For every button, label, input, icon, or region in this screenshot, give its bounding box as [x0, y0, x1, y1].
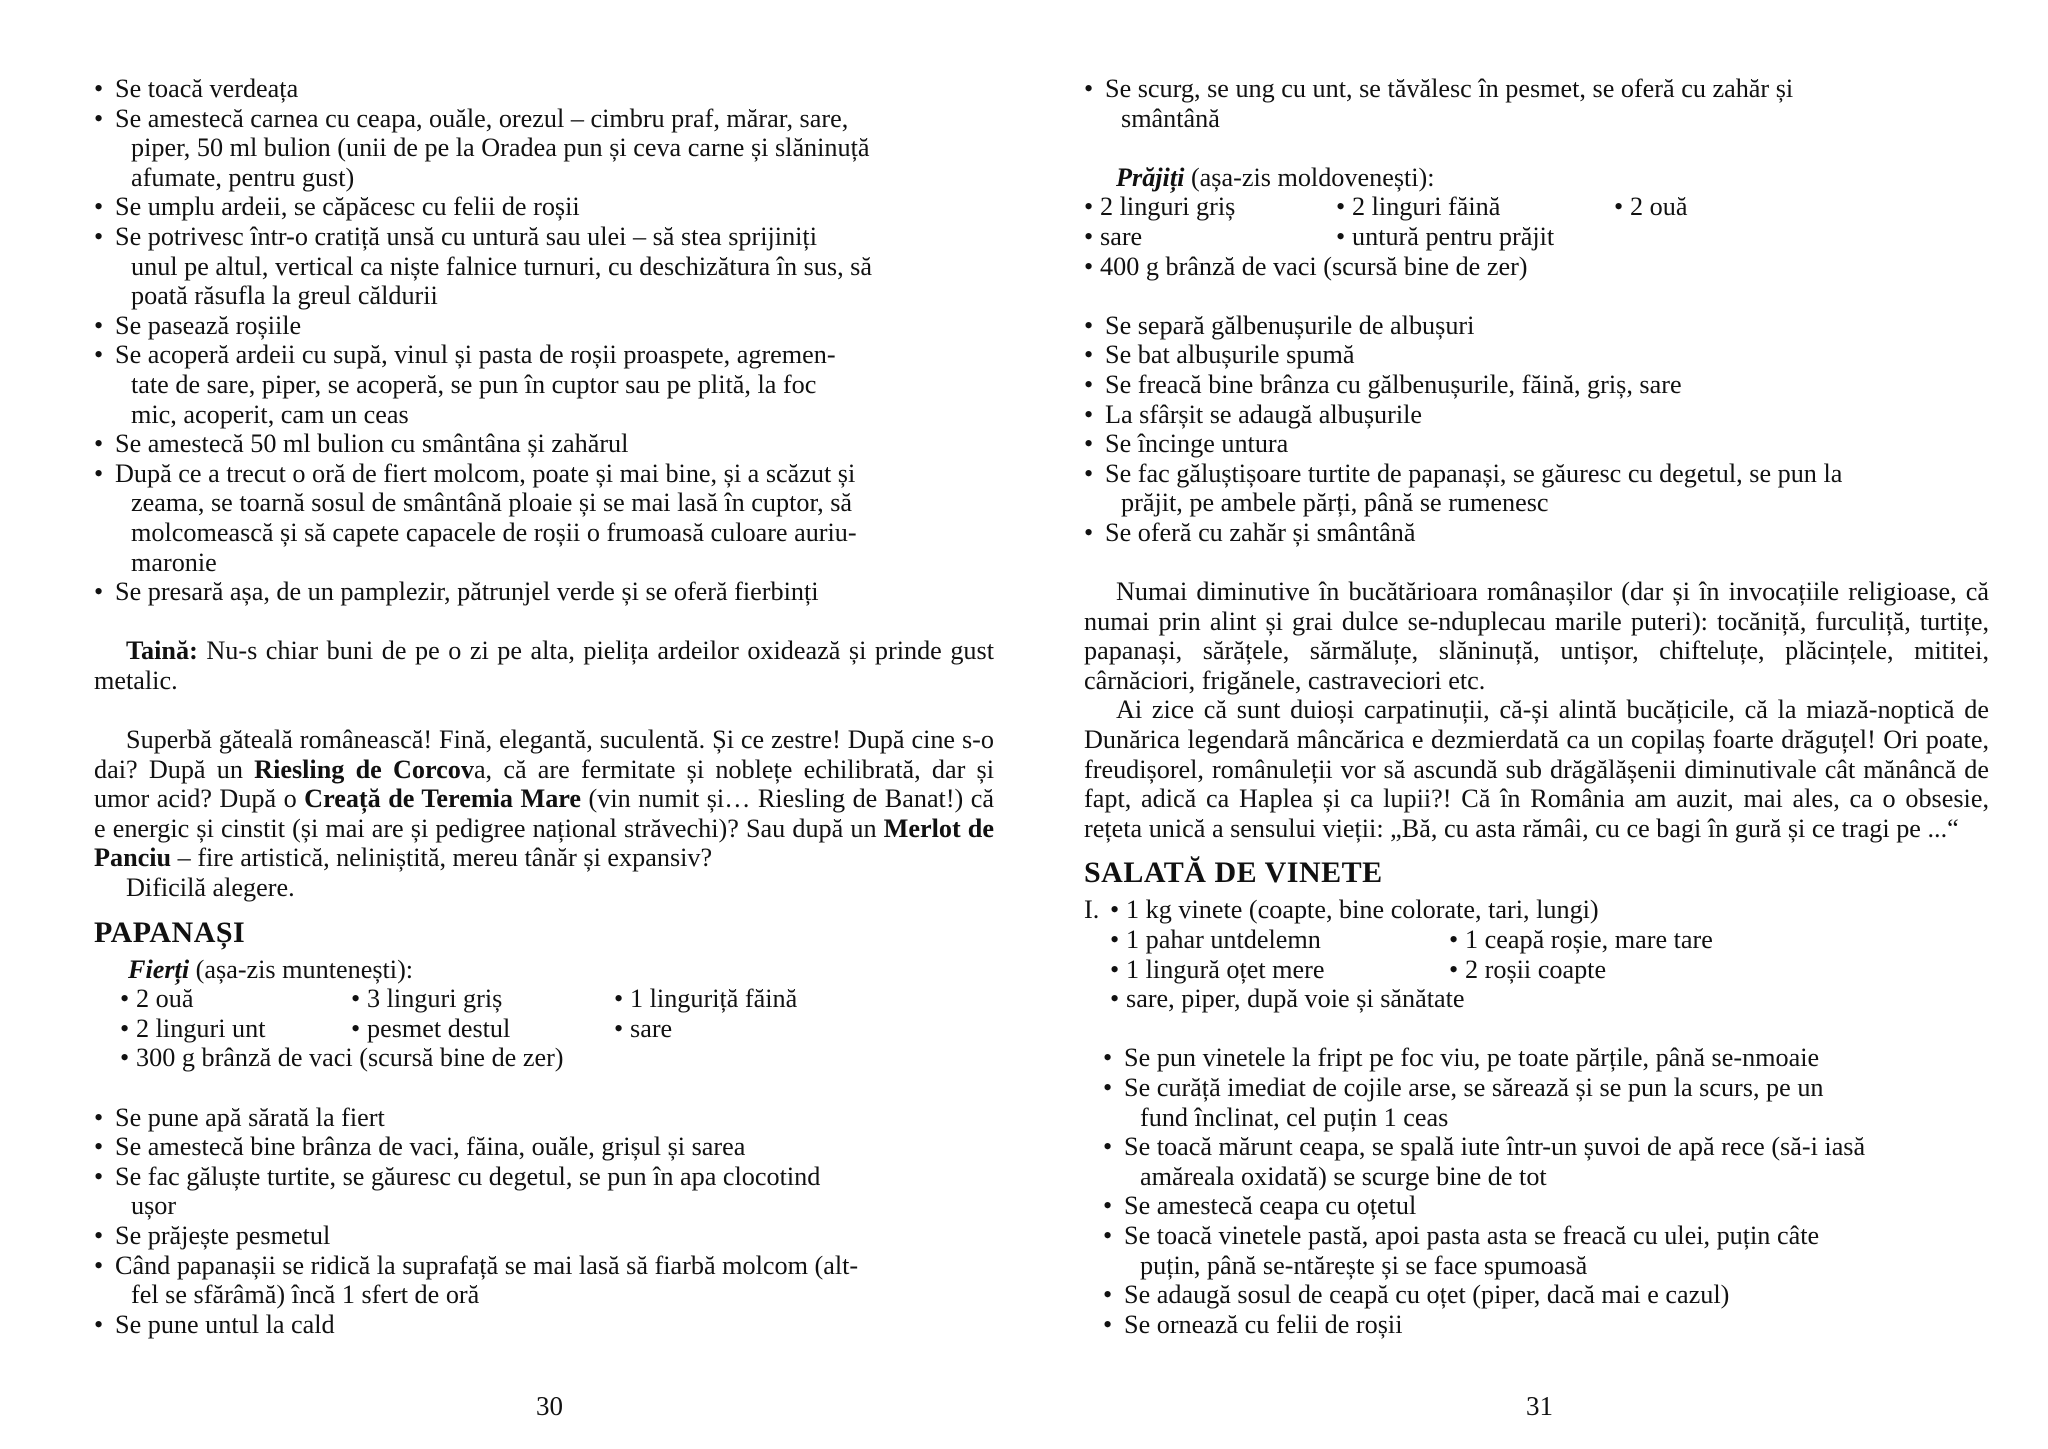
wine-text-1: Superbă găteală românească! Fină, elegantă, suculentă. Și ce zestre! După cine s-o dai? După un — [94, 725, 994, 784]
step-line: • Se toacă vinetele pastă, apoi pasta asta se freacă cu ulei, puțin câte — [1124, 1220, 1820, 1250]
step-bullet — [1084, 1280, 1989, 1310]
wine-text-4: – fire artistică, neliniștită, mereu tânăr și expansiv? — [171, 843, 713, 873]
step-line: • La sfârșit se adaugă albușurile — [1105, 399, 1423, 429]
step-bullet — [94, 1132, 994, 1162]
step-bullet — [1084, 400, 1989, 430]
ingredient: • 300 g brânză de vaci (scursă bine de zer) — [120, 1043, 564, 1073]
ingredient: • 2 linguri griș — [1084, 192, 1336, 222]
prajiti-row-2 — [1084, 222, 1989, 252]
step-line: • Se acoperă ardeii cu supă, vinul și pasta de roșii proaspete, agremen- — [115, 340, 836, 370]
step-line: puțin, până se-ntărește și se face spumoasă — [1140, 1250, 1588, 1280]
step-line: • Se pasează roșiile — [115, 310, 302, 340]
step-line: • Se toacă mărunt ceapa, se spală iute într-un șuvoi de apă rece (să-i iasă — [1124, 1132, 1866, 1162]
step-line: prăjit, pe ambele părți, până se rumenesc — [1121, 488, 1549, 518]
ingredient: • 2 linguri unt — [120, 1014, 351, 1044]
salata-steps — [1084, 1043, 1989, 1339]
step-bullet — [1084, 1191, 1989, 1221]
step-bullet — [94, 1310, 994, 1340]
step-bullet — [1084, 429, 1989, 459]
step-bullet — [94, 429, 994, 459]
step-line: • Se fac găluștișoare turtite de papanași, se găuresc cu degetul, se pun la — [1105, 458, 1843, 488]
step-line: • Când papanașii se ridică la suprafață se mai lasă să fiarbă molcom (alt- — [115, 1250, 859, 1280]
step-bullet — [94, 1103, 994, 1133]
step-bullet — [94, 577, 994, 607]
prajiti-rest: (așa-zis moldovenești): — [1184, 162, 1435, 192]
step-bullet — [94, 340, 994, 429]
step-line: ușor — [131, 1191, 177, 1221]
step-line: • Se încinge untura — [1105, 429, 1289, 459]
salata-ingredient-1 — [1084, 895, 1989, 925]
ingredient: • 1 kg vinete (coapte, bine colorate, tari, lungi) — [1110, 895, 1599, 925]
step-bullet — [1084, 1043, 1989, 1073]
wine-text-3: (vin numit și… Riesling de Banat!) că e energic și cinstit (și mai are și pedigree național străvechi)? Sau după un — [94, 784, 994, 843]
step-line: • Se potrivesc într-o cratiță unsă cu untură sau ulei – să stea sprijiniți — [115, 221, 817, 251]
step-line: • Se pun vinetele la fript pe foc viu, pe toate părțile, până se-nmoaie — [1124, 1043, 1820, 1073]
ingredient: • 2 ouă — [1614, 192, 1687, 222]
step-line: fund înclinat, cel puțin 1 ceas — [1140, 1102, 1449, 1132]
ingredient: • 1 pahar untdelemn — [1110, 925, 1449, 955]
ingredient: • 2 roșii coapte — [1449, 955, 1606, 985]
step-line: • Se bat albușurile spumă — [1105, 340, 1355, 370]
salata-heading: SALATĂ DE VINETE — [1084, 856, 1383, 890]
prajiti-subheading — [1084, 163, 1989, 193]
stuffed-peppers-steps — [94, 74, 994, 607]
ingredient: • pesmet destul — [351, 1014, 614, 1044]
step-line: unul pe altul, vertical ca niște falnice turnuri, cu deschizătura în sus, să — [131, 251, 872, 281]
salata-row-4 — [1084, 984, 1989, 1014]
wine-pairing-paragraph — [94, 725, 994, 873]
step-line: • Se ornează cu felii de roșii — [1124, 1309, 1403, 1339]
step-line: • Se separă gălbenușurile de albușuri — [1105, 310, 1475, 340]
step-line: mic, acoperit, cam un ceas — [131, 399, 409, 429]
step-line: • Se oferă cu zahăr și smântână — [1105, 517, 1416, 547]
step-bullet — [1084, 459, 1989, 518]
ingredient: • 1 ceapă roșie, mare tare — [1449, 925, 1713, 955]
step-line: maronie — [131, 547, 217, 577]
step-line: • Se pune apă sărată la fiert — [115, 1102, 385, 1132]
ingredient: • 3 linguri griș — [351, 984, 614, 1014]
step-line: • Se pune untul la cald — [115, 1309, 335, 1339]
step-bullet — [94, 1162, 994, 1221]
step-line: afumate, pentru gust) — [131, 162, 355, 192]
step-bullet — [1084, 311, 1989, 341]
step-line: • Se umplu ardeii, se căpăcesc cu felii de roșii — [115, 192, 580, 222]
ingredient: • sare — [1084, 222, 1336, 252]
fierti-subheading — [94, 955, 994, 985]
step-line: molcomească și să capete capacele de roșii o frumoasă culoare auriu- — [131, 517, 857, 547]
step-line: smântână — [1121, 103, 1220, 133]
ingredient: • 400 g brânză de vaci (scursă bine de zer) — [1084, 252, 1528, 282]
taina-paragraph — [94, 636, 994, 695]
step-line: • Se scurg, se ung cu unt, se tăvălesc în pesmet, se oferă cu zahăr și — [1105, 74, 1794, 103]
wine-text-2: a, că are fermitate și noblețe echilibrată, dar și umor acid? După o — [94, 754, 994, 814]
ingredient: • 1 lingură oțet mere — [1110, 955, 1449, 985]
step-bullet — [94, 74, 994, 104]
step-line: amăreala oxidată) se scurge bine de tot — [1140, 1161, 1547, 1191]
roman-numeral: I. — [1084, 895, 1100, 925]
papanasi-heading: PAPANAȘI — [94, 915, 246, 949]
step-bullet — [1084, 1221, 1989, 1280]
step-bullet — [94, 1221, 994, 1251]
step-line: • Se amestecă 50 ml bulion cu smântâna și zahărul — [115, 429, 629, 459]
ingredient: • 1 linguriță făină — [614, 984, 797, 1014]
ingredient: • sare, piper, după voie și sănătate — [1110, 984, 1465, 1014]
ingredient: • untură pentru prăjit — [1336, 222, 1554, 252]
step-bullet — [94, 1251, 994, 1310]
step-line: tate de sare, piper, se acoperă, se pun în cuptor sau pe plită, la foc — [131, 369, 817, 399]
step-bullet — [1084, 340, 1989, 370]
taina-label: Taină: — [126, 636, 198, 666]
ingredients-row-3 — [94, 1043, 994, 1073]
step-line: • Se freacă bine brânza cu gălbenușurile, făină, griș, sare — [1105, 369, 1682, 399]
step-bullet — [1084, 370, 1989, 400]
step-bullet — [94, 104, 994, 193]
step-line: piper, 50 ml bulion (unii de pe la Oradea pun și ceva carne și slăninuță — [131, 133, 870, 163]
step-bullet — [1084, 518, 1989, 548]
step-line: • Se amestecă bine brânza de vaci, făina, ouăle, grișul și sarea — [115, 1132, 746, 1162]
step-line: • Se adaugă sosul de ceapă cu oțet (piper, dacă mai e cazul) — [1124, 1280, 1730, 1310]
step-line: • Se curăță imediat de cojile arse, se sărează și se pun la scurs, pe un — [1124, 1073, 1824, 1102]
step-bullet — [94, 222, 994, 311]
papanasi-prajiti-steps — [1084, 311, 1989, 548]
step-bullet — [1084, 1310, 1989, 1340]
step-line: • Se toacă verdeața — [115, 74, 299, 103]
ingredient: • sare — [614, 1014, 672, 1044]
step-bullet — [1084, 74, 1989, 133]
papanasi-final-step — [1084, 74, 1989, 133]
diminutive-paragraph: Numai diminutive în bucătărioara românașilor (dar și în invocațiile religioase, că numai prin alint și grai dulce se-nduplecau marile puteri): tocăniță, furculiță, turtițe, papanași, sărățele, sărmăluțe, slăninuță, untișor, chifteluțe, plăcințele, mititei, cârnăciori, frigănele, castraveciori etc. — [1084, 577, 1989, 695]
step-line: • Se prăjește pesmetul — [115, 1220, 331, 1250]
dificila-line: Dificilă alegere. — [126, 873, 295, 903]
page-number-right: 31 — [1526, 1391, 1553, 1421]
left-page — [94, 74, 994, 1339]
step-bullet — [1084, 1073, 1989, 1132]
fierti-rest: (așa-zis muntenești): — [189, 954, 414, 984]
ingredient: • 2 ouă — [120, 984, 351, 1014]
taina-text: Nu-s chiar buni de pe o zi pe alta, pielița ardeilor oxidează și prinde gust metalic. — [94, 636, 994, 695]
wine-creata-teremia: Creață de Teremia Mare — [304, 784, 582, 814]
step-line: • Se amestecă ceapa cu oțetul — [1124, 1191, 1417, 1221]
salata-row-2 — [1084, 955, 1989, 985]
step-line: poată răsufla la greul căldurii — [131, 281, 438, 311]
papanasi-fierti-steps — [94, 1103, 994, 1340]
step-line: • După ce a trecut o oră de fiert molcom, poate și mai bine, și a scăzut și — [115, 458, 856, 488]
step-bullet — [94, 192, 994, 222]
step-line: • Se presară așa, de un pamplezir, pătrunjel verde și se oferă fierbinți — [115, 577, 819, 607]
page-number-left: 30 — [536, 1391, 563, 1421]
right-page — [1084, 74, 1989, 1339]
step-bullet — [94, 459, 994, 577]
fierti-label: Fierți — [128, 954, 190, 984]
step-line: fel se sfărâmă) încă 1 sfert de oră — [131, 1280, 480, 1310]
ingredients-row-2 — [94, 1014, 994, 1044]
step-bullet — [94, 311, 994, 341]
prajiti-row-3 — [1084, 252, 1989, 282]
prajiti-label: Prăjiți — [1116, 162, 1185, 192]
wine-riesling-corcova: Riesling de Corcov — [254, 754, 474, 784]
ingredients-row-1 — [94, 984, 994, 1014]
salata-row-1 — [1084, 925, 1989, 955]
carpatinuti-paragraph: Ai zice că sunt duioși carpatinuții, că-și alintă bucățicile, că la miază-noptică de Dunărica legendară mâncărica e dezmierdată ca un copilaș foarte drăguțel! Ori poate, freudișorel, românuleții vor să ascundă sub drăgălășenii diminutivale cât mănâncă de fapt, adică ca Haplea și ca lupii?! Că în România am auzit, mai ales, ca o obsesie, rețeta unică a sensului vieții: „Bă, cu asta rămâi, cu ce bagi în gură și ce tragi pe ...“ — [1084, 695, 1989, 843]
step-bullet — [1084, 1132, 1989, 1191]
step-line: • Se fac găluște turtite, se găuresc cu degetul, se pun în apa clocotind — [115, 1161, 821, 1191]
ingredient: • 2 linguri făină — [1336, 192, 1614, 222]
step-line: zeama, se toarnă sosul de smântână ploaie și se mai lasă în cuptor, să — [131, 488, 853, 518]
wine-merlot-panciu: Merlot de Panciu — [94, 813, 994, 873]
prajiti-row-1 — [1084, 192, 1989, 222]
step-line: • Se amestecă carnea cu ceapa, ouăle, orezul – cimbru praf, mărar, sare, — [115, 103, 849, 133]
